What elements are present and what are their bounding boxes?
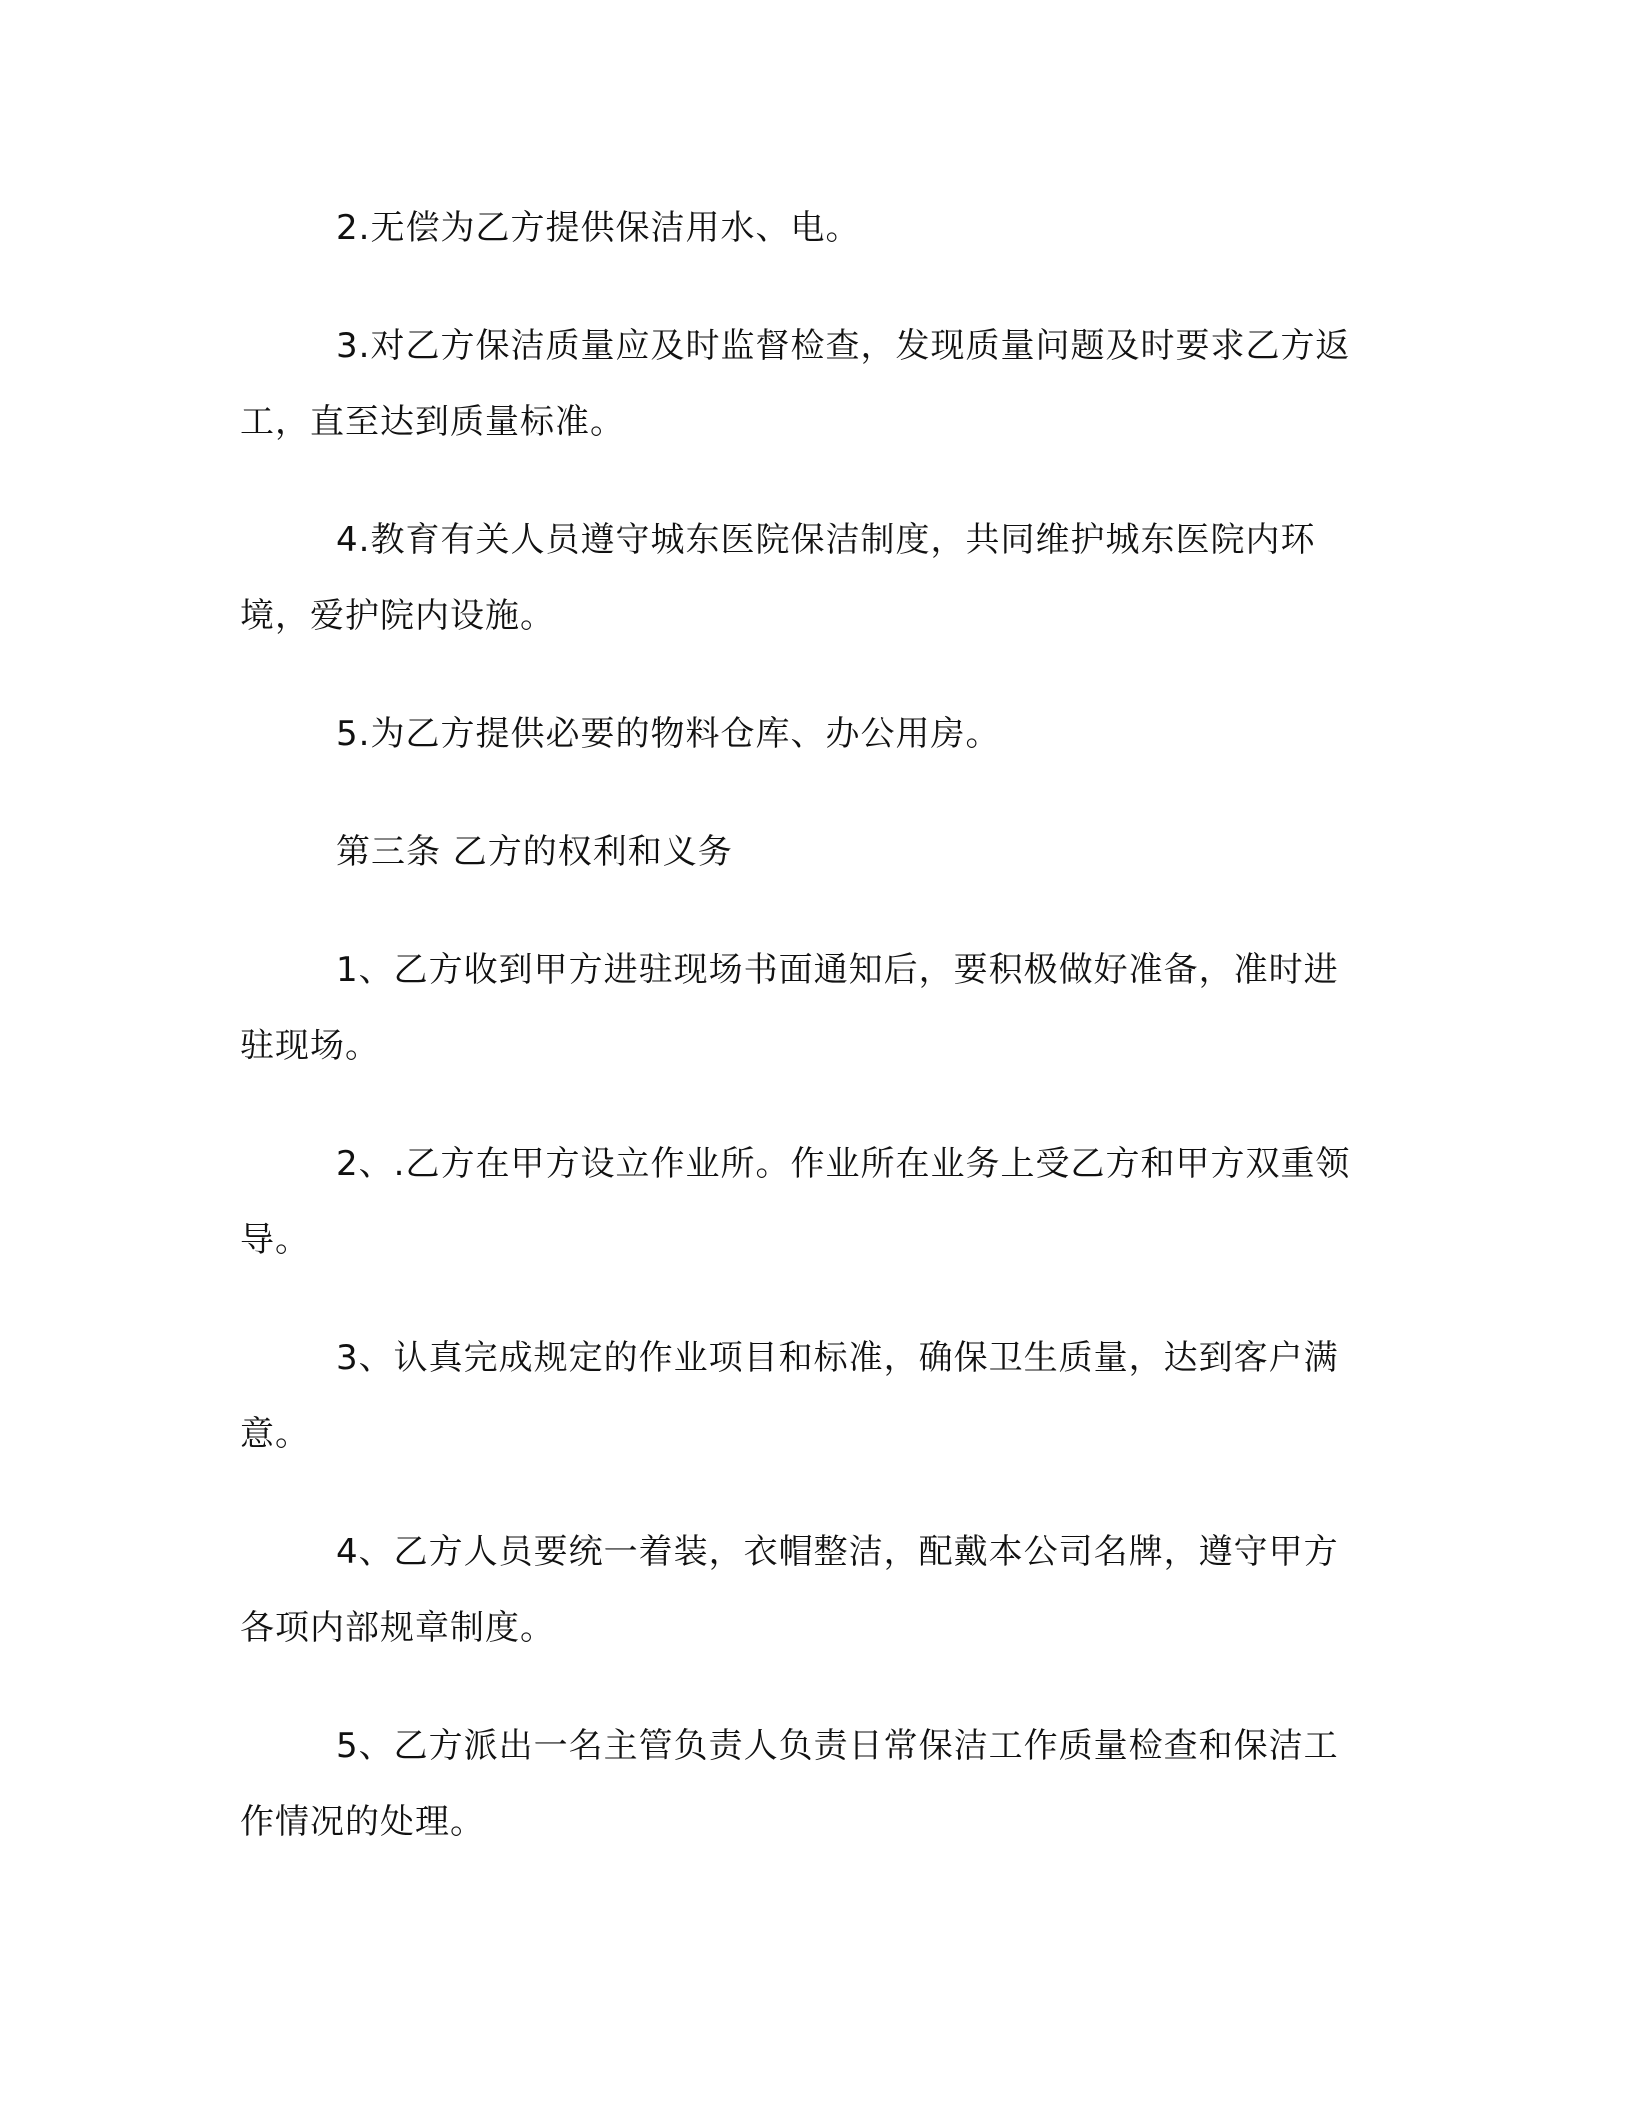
paragraph-party-b-2: 2、.乙方在甲方设立作业所。作业所在业务上受乙方和甲方双重领导。 bbox=[240, 1144, 1351, 1260]
article-3-heading: 第三条 乙方的权利和义务 bbox=[336, 832, 733, 872]
paragraph-party-b-5: 5、乙方派出一名主管负责人负责日常保洁工作质量检查和保洁工作情况的处理。 bbox=[240, 1726, 1339, 1842]
paragraph-party-b-3: 3、认真完成规定的作业项目和标准，确保卫生质量，达到客户满意。 bbox=[240, 1338, 1339, 1454]
paragraph-party-a-2: 2.无偿为乙方提供保洁用水、电。 bbox=[336, 208, 861, 248]
document-body bbox=[240, 190, 1370, 1902]
paragraph-party-a-3: 3.对乙方保洁质量应及时监督检查，发现质量问题及时要求乙方返工，直至达到质量标准。 bbox=[240, 326, 1351, 442]
paragraph-party-a-5: 5.为乙方提供必要的物料仓库、办公用房。 bbox=[336, 714, 1001, 754]
paragraph-party-a-4: 4.教育有关人员遵守城东医院保洁制度，共同维护城东医院内环境，爱护院内设施。 bbox=[240, 520, 1316, 636]
paragraph-party-b-4: 4、乙方人员要统一着装，衣帽整洁，配戴本公司名牌，遵守甲方各项内部规章制度。 bbox=[240, 1532, 1339, 1648]
paragraph-party-b-1: 1、乙方收到甲方进驻现场书面通知后，要积极做好准备，准时进驻现场。 bbox=[240, 950, 1339, 1066]
